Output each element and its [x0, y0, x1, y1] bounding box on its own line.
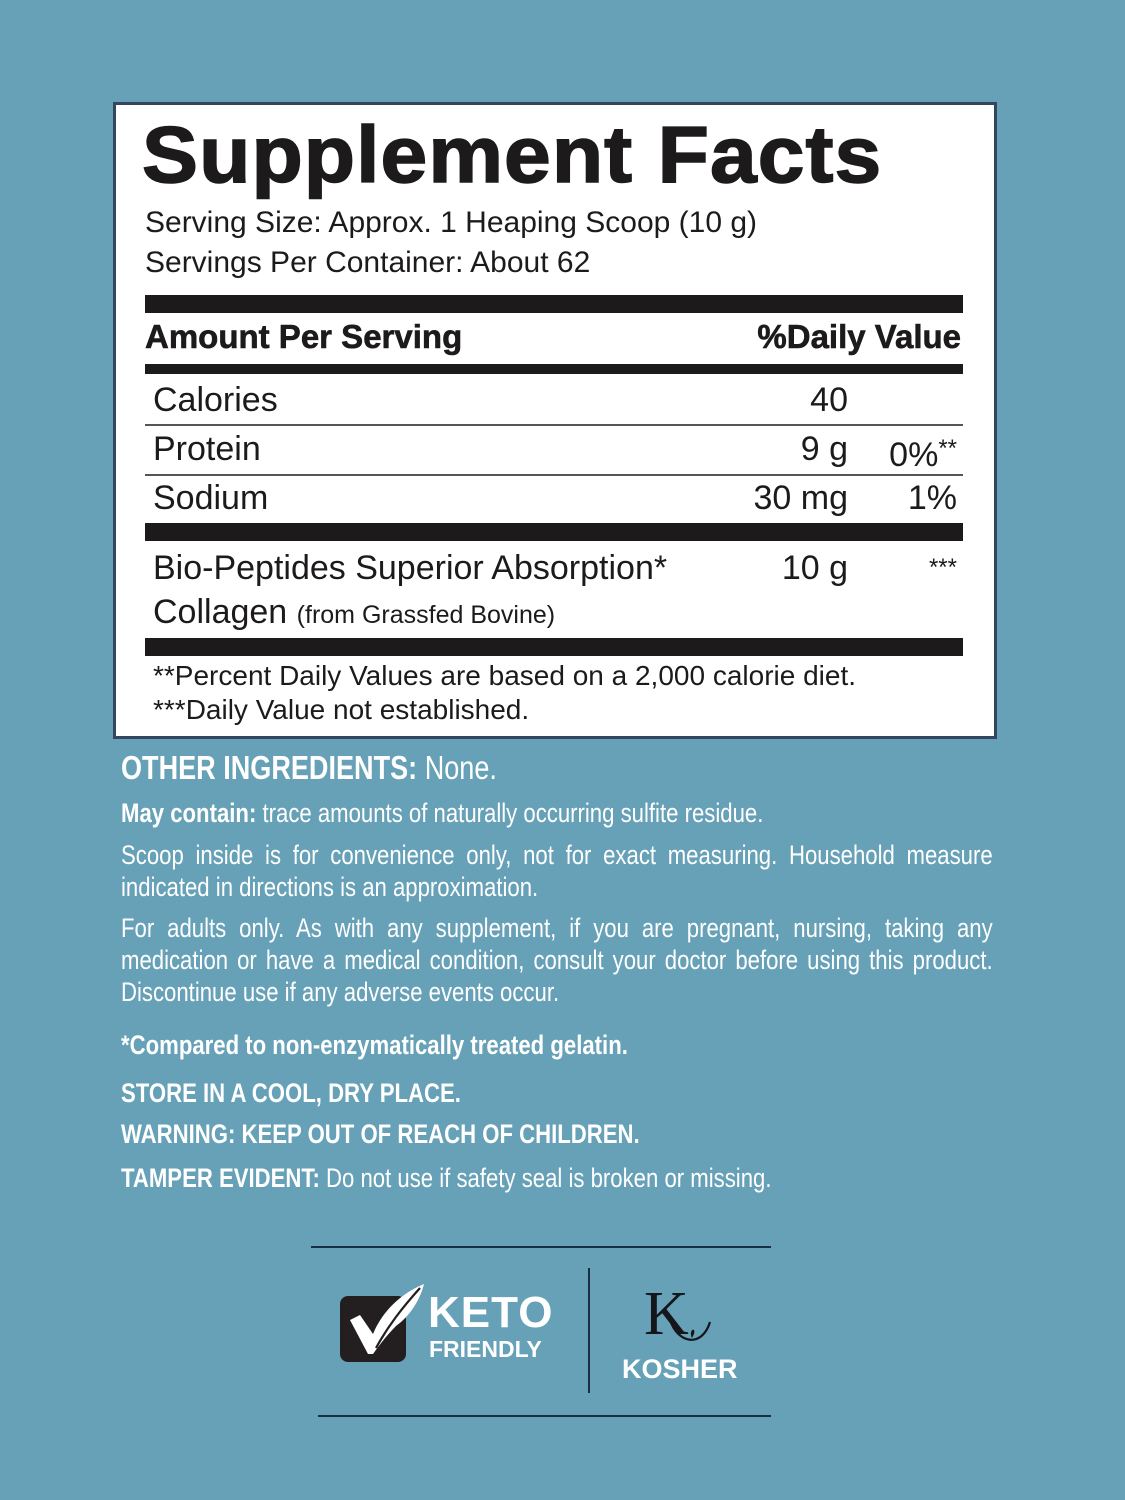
- divider-bar: [145, 364, 963, 374]
- other-ingredients: [121, 748, 990, 788]
- ingredient-dv: [929, 548, 957, 594]
- ingredient-name-line1: Bio-Peptides Superior Absorption*: [153, 549, 668, 587]
- facts-title: Supplement Facts: [142, 110, 883, 199]
- tamper-value: Do not use if safety seal is broken or missing.: [326, 1163, 772, 1193]
- divider-bar: [145, 295, 963, 313]
- serving-size: Serving Size: Approx. 1 Heaping Scoop (10 g): [145, 206, 758, 239]
- badge-bottom-divider: [318, 1415, 771, 1417]
- nutrient-label-sodium: Sodium: [153, 479, 269, 517]
- badge-separator: [588, 1268, 590, 1393]
- divider-bar: [145, 523, 963, 541]
- row-rule: [145, 474, 963, 476]
- header-amount-per-serving: Amount Per Serving: [145, 318, 463, 355]
- storage-note: STORE IN A COOL, DRY PLACE.: [121, 1078, 461, 1108]
- other-ingredients-label: OTHER INGREDIENTS:: [121, 749, 418, 786]
- supplement-facts-panel: [113, 102, 997, 739]
- nutrient-amount-protein: 9 g: [800, 430, 848, 468]
- ingredient-name: Collagen: [153, 593, 288, 631]
- svg-text:K: K: [644, 1280, 689, 1348]
- compared-note: *Compared to non-enzymatically treated gelatin.: [121, 1030, 628, 1060]
- divider-bar: [145, 638, 963, 656]
- nutrient-label-calories: Calories: [153, 381, 278, 419]
- adults-only-note: For adults only. As with any supplement, if you are pregnant, nursing, taking any medication or have a medical condition, consult your doctor before using this product. Discontinue use if any adverse events occur.: [121, 913, 993, 1007]
- dv-value: 0%: [889, 436, 939, 474]
- may-contain-note: [121, 797, 993, 829]
- check-leaf-icon: [340, 1282, 430, 1362]
- dv-footnote-mark: **: [938, 435, 957, 462]
- keto-title: KETO: [428, 1288, 554, 1337]
- kosher-k-icon: [640, 1278, 720, 1350]
- may-contain-value: trace amounts of naturally occurring sulfite residue.: [262, 798, 764, 828]
- nutrient-label-protein: Protein: [153, 430, 261, 468]
- header-daily-value: %Daily Value: [757, 318, 961, 355]
- dv-footnote-mark: ***: [928, 554, 957, 581]
- warning-note: WARNING: KEEP OUT OF REACH OF CHILDREN.: [121, 1119, 640, 1149]
- nutrient-dv-sodium: 1%: [907, 479, 957, 517]
- footnote-dv-not-established: ***Daily Value not established.: [153, 694, 530, 725]
- ingredient-name-line2: [153, 592, 555, 635]
- tamper-note: [121, 1162, 993, 1194]
- scoop-note: Scoop inside is for convenience only, not for exact measuring. Household measure indicated in directions is an approximation.: [121, 840, 993, 902]
- row-rule: [145, 424, 963, 426]
- tamper-label: TAMPER EVIDENT:: [121, 1163, 320, 1193]
- badge-top-divider: [311, 1246, 771, 1248]
- servings-per-container: Servings Per Container: About 62: [145, 246, 591, 279]
- nutrient-amount-sodium: 30 mg: [753, 479, 848, 517]
- ingredient-source: (from Grassfed Bovine): [296, 601, 556, 629]
- nutrient-amount-calories: 40: [810, 381, 848, 419]
- footnote-percent-dv: **Percent Daily Values are based on a 2,000 calorie diet.: [153, 660, 857, 691]
- may-contain-label: May contain:: [121, 798, 257, 828]
- ingredient-amount: 10 g: [781, 549, 848, 587]
- other-ingredients-value: None.: [424, 749, 497, 786]
- kosher-title: KOSHER: [622, 1354, 738, 1384]
- keto-subtitle: FRIENDLY: [429, 1336, 542, 1362]
- nutrient-dv-protein: [889, 429, 957, 475]
